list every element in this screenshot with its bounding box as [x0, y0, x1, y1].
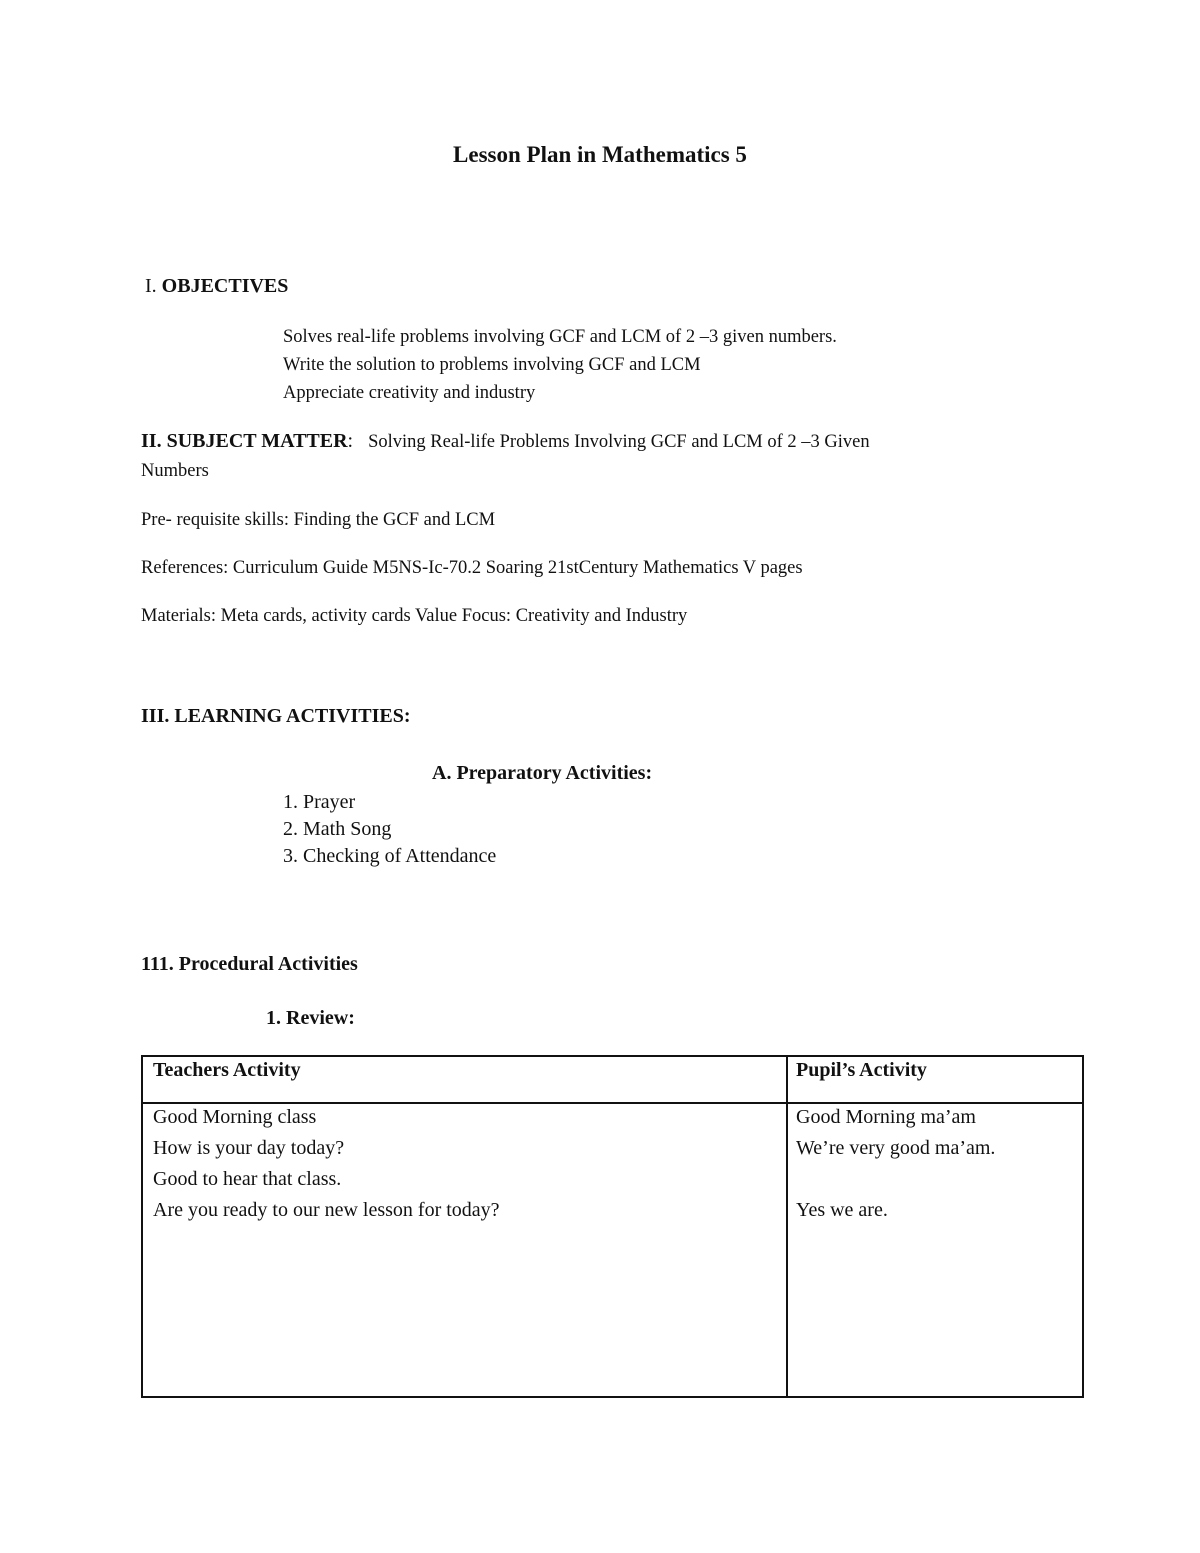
pupil-line: Yes we are.	[796, 1199, 888, 1221]
preparatory-item: 2. Math Song	[283, 818, 392, 840]
teacher-line: Are you ready to our new lesson for today?	[153, 1199, 500, 1221]
activity-table	[141, 1055, 1084, 1398]
table-column-divider	[786, 1057, 788, 1396]
subject-matter-colon: :	[347, 430, 354, 452]
preparatory-activities-heading: A. Preparatory Activities:	[432, 762, 653, 784]
objectives-numeral: I.	[145, 275, 157, 297]
objective-item: Appreciate creativity and industry	[283, 383, 536, 403]
subject-matter-value-continued: Numbers	[141, 461, 209, 481]
objective-item: Solves real-life problems involving GCF and LCM of 2 –3 given numbers.	[283, 327, 837, 347]
table-header-teachers: Teachers Activity	[153, 1059, 301, 1081]
table-header-divider	[143, 1102, 1082, 1104]
subject-matter-heading: II. SUBJECT MATTER	[141, 430, 348, 452]
teacher-line: How is your day today?	[153, 1137, 345, 1159]
subject-matter-line	[141, 430, 870, 453]
subject-matter-value: Solving Real-life Problems Involving GCF and LCM of 2 –3 Given	[368, 432, 870, 452]
objectives-label: OBJECTIVES	[161, 275, 289, 297]
references: References: Curriculum Guide M5NS-Ic-70.2 Soaring 21stCentury Mathematics V pages	[141, 558, 803, 578]
materials: Materials: Meta cards, activity cards Value Focus: Creativity and Industry	[141, 606, 688, 626]
teacher-line: Good to hear that class.	[153, 1168, 342, 1190]
learning-activities-heading: III. LEARNING ACTIVITIES:	[141, 705, 411, 727]
teacher-line: Good Morning class	[153, 1106, 317, 1128]
objective-item: Write the solution to problems involving GCF and LCM	[283, 355, 701, 375]
review-heading: 1. Review:	[266, 1007, 355, 1029]
page-title: Lesson Plan in Mathematics 5	[453, 142, 747, 167]
prerequisite-skills: Pre- requisite skills: Finding the GCF and LCM	[141, 510, 496, 530]
table-header-pupils: Pupil’s Activity	[796, 1059, 927, 1081]
pupil-line: We’re very good ma’am.	[796, 1137, 996, 1159]
preparatory-item: 3. Checking of Attendance	[283, 845, 497, 867]
procedural-activities-heading: 111. Procedural Activities	[141, 953, 358, 975]
pupil-line: Good Morning ma’am	[796, 1106, 976, 1128]
preparatory-item: 1. Prayer	[283, 791, 356, 813]
objectives-heading	[145, 275, 288, 298]
